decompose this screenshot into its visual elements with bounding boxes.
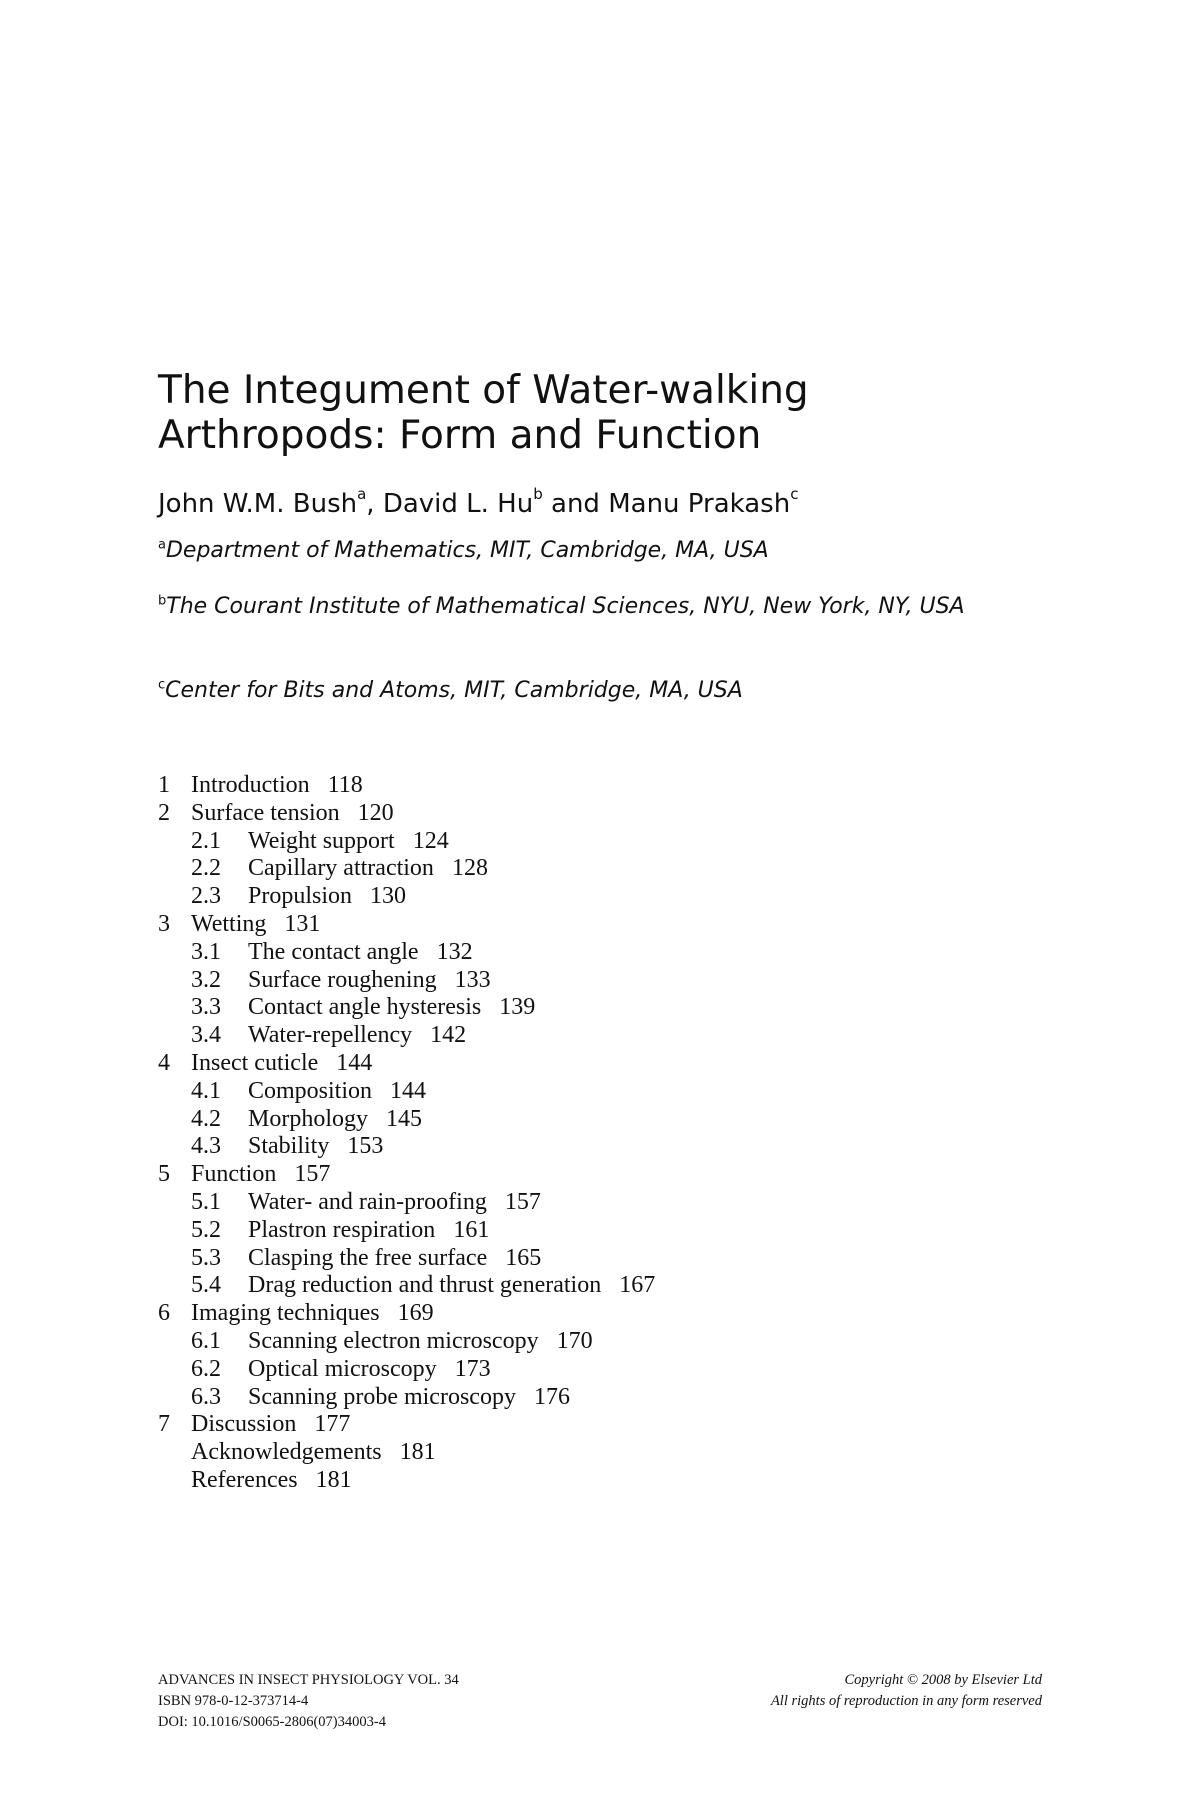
toc-page-number: 153	[347, 1133, 384, 1160]
toc-entry-title: Scanning probe microscopy	[248, 1383, 516, 1410]
toc-section-number: 2.3	[191, 883, 221, 910]
toc-page-number: 181	[399, 1439, 436, 1466]
toc-entry-title: Morphology	[248, 1105, 368, 1132]
toc-entry-label	[248, 994, 535, 1022]
footer-copyright-line: Copyright © 2008 by Elsevier Ltd	[844, 1672, 1042, 1688]
toc-section-number: 5	[158, 1161, 170, 1188]
toc-entry-title: Optical microscopy	[248, 1355, 437, 1382]
affiliation-c	[158, 677, 978, 705]
toc-entry-title: Weight support	[248, 827, 395, 854]
toc-page-number: 130	[370, 883, 407, 910]
toc-entry-title: Insect cuticle	[191, 1049, 319, 1076]
toc-entry-label	[191, 911, 320, 939]
toc-section-number: 2.2	[191, 855, 221, 882]
toc-page-number: 124	[412, 827, 449, 854]
author-affiliation-mark: c	[790, 485, 799, 504]
toc-entry-title: Water-repellency	[248, 1022, 413, 1049]
toc-entry-title: Acknowledgements	[191, 1439, 382, 1466]
toc-entry-title: Stability	[248, 1133, 330, 1160]
toc-entry-title: Capillary attraction	[248, 855, 434, 882]
footer-publication-info	[158, 1670, 459, 1733]
toc-section-number: 7	[158, 1411, 170, 1438]
toc-entry-title: Composition	[248, 1077, 373, 1104]
toc-page-number: 145	[386, 1105, 422, 1132]
toc-entry-title: Water- and rain-proofing	[248, 1188, 487, 1215]
toc-entry-label	[248, 855, 488, 883]
toc-section-number: 4.3	[191, 1133, 221, 1160]
author-separator: and	[542, 489, 609, 519]
toc-page-number: 128	[451, 855, 488, 882]
toc-section-number: 4.1	[191, 1077, 221, 1104]
author-name: Manu Prakash	[608, 489, 791, 519]
affiliation-text: The Courant Institute of Mathematical Sciences, NYU, New York, NY, USA	[166, 594, 965, 619]
toc-page-number: 120	[357, 799, 394, 826]
affiliation-mark: c	[158, 677, 166, 693]
toc-entry-label	[248, 1328, 593, 1356]
toc-entry-label	[191, 1161, 330, 1189]
author-affiliation-mark: b	[533, 485, 543, 504]
affiliation-text: Department of Mathematics, MIT, Cambridge, MA, USA	[165, 538, 769, 563]
affiliation-mark: b	[158, 593, 167, 609]
toc-section-number: 6.1	[191, 1327, 221, 1354]
toc-section-number: 4.2	[191, 1105, 221, 1132]
toc-section-number: 3.2	[191, 966, 221, 993]
toc-page-number: 144	[336, 1049, 373, 1076]
affiliation-b	[158, 593, 978, 621]
toc-entry-title: The contact angle	[248, 938, 419, 965]
title-line-2: Arthropods: Form and Function	[158, 413, 762, 458]
toc-entry-label	[248, 1189, 541, 1217]
toc-page-number: 157	[504, 1188, 541, 1215]
toc-entry-title: Surface tension	[191, 799, 340, 826]
title-line-1: The Integument of Water-walking	[158, 368, 809, 413]
toc-entry-label	[248, 1078, 426, 1106]
toc-entry-title: Discussion	[191, 1411, 297, 1438]
toc-section-number: 3.3	[191, 994, 221, 1021]
affiliation-mark: a	[158, 537, 166, 553]
toc-entry-title: Introduction	[191, 772, 310, 798]
toc-entry-label	[248, 967, 491, 995]
toc-entry-label	[191, 1439, 436, 1467]
toc-entry-title: Plastron respiration	[248, 1216, 436, 1243]
toc-entry-title: Contact angle hysteresis	[248, 994, 482, 1021]
toc-page-number: 176	[533, 1383, 570, 1410]
toc-entry-label	[248, 1133, 383, 1161]
affiliation-a	[158, 537, 978, 565]
toc-entry-label	[248, 1217, 489, 1245]
toc-page-number: 157	[294, 1161, 331, 1188]
toc-section-number: 3.1	[191, 938, 221, 965]
toc-entry-label	[248, 1106, 422, 1134]
toc-entry-label	[248, 939, 473, 967]
author-separator: ,	[366, 489, 383, 519]
author-name: John W.M. Bush	[158, 489, 358, 519]
toc-entry-label	[248, 1384, 570, 1412]
toc-entry-title: Propulsion	[248, 883, 353, 910]
footer-doi: DOI: 10.1016/S0065-2806(07)34003-4	[158, 1714, 386, 1730]
toc-entry-label	[248, 1245, 541, 1273]
toc-page-number: 177	[314, 1411, 351, 1438]
toc-entry-label	[191, 800, 394, 828]
toc-entry-title: Function	[191, 1161, 277, 1188]
toc-section-number: 6.2	[191, 1355, 221, 1382]
toc-entry-title: Scanning electron microscopy	[248, 1327, 539, 1354]
toc-entry-label	[248, 1272, 655, 1300]
toc-page-number: 139	[499, 994, 536, 1021]
author-name: David L. Hu	[382, 489, 534, 519]
toc-entry-label	[191, 772, 363, 800]
toc-entry-label	[191, 1050, 372, 1078]
toc-entry-title: Surface roughening	[248, 966, 437, 993]
toc-entry-label	[191, 1467, 352, 1495]
toc-section-number: 4	[158, 1049, 170, 1076]
footer-journal: ADVANCES IN INSECT PHYSIOLOGY VOL. 34	[158, 1672, 459, 1688]
toc-page-number: 169	[397, 1300, 434, 1327]
toc-entry-title: Clasping the free surface	[248, 1244, 488, 1271]
toc-section-number: 5.3	[191, 1244, 221, 1271]
toc-entry-label	[248, 1356, 491, 1384]
toc-section-number: 6.3	[191, 1383, 221, 1410]
toc-entry-label	[191, 1411, 350, 1439]
toc-entry-label	[191, 1300, 434, 1328]
toc-section-number: 5.4	[191, 1272, 221, 1299]
toc-section-number: 3	[158, 910, 170, 937]
toc-page-number: 132	[436, 938, 473, 965]
toc-entry-title: References	[191, 1466, 298, 1493]
toc-page-number: 142	[430, 1022, 467, 1049]
toc-entry-title: Drag reduction and thrust generation	[248, 1272, 602, 1299]
author-affiliation-mark: a	[357, 485, 367, 504]
toc-entry-title: Imaging techniques	[191, 1300, 380, 1327]
toc-section-number: 5.2	[191, 1216, 221, 1243]
author-list	[158, 485, 799, 520]
toc-page-number: 173	[454, 1355, 491, 1382]
toc-section-number: 6	[158, 1300, 170, 1327]
toc-page-number: 181	[315, 1466, 352, 1493]
toc-section-number: 2.1	[191, 827, 221, 854]
footer-rights-line: All rights of reproduction in any form reserved	[770, 1693, 1042, 1709]
toc-section-number: 2	[158, 799, 170, 826]
toc-page-number: 131	[284, 910, 321, 937]
toc-page-number: 144	[390, 1077, 427, 1104]
toc-entry-label	[248, 883, 406, 911]
toc-section-number: 5.1	[191, 1188, 221, 1215]
toc-section-number: 3.4	[191, 1022, 221, 1049]
toc-page-number: 118	[327, 772, 363, 798]
toc-entry-label	[248, 1022, 466, 1050]
toc-entry-label	[248, 828, 449, 856]
affiliation-text: Center for Bits and Atoms, MIT, Cambridge, MA, USA	[165, 678, 743, 703]
toc-page-number: 133	[454, 966, 491, 993]
toc-page-number: 167	[619, 1272, 656, 1299]
toc-entry-title: Wetting	[191, 910, 267, 937]
paper-title	[158, 368, 1058, 458]
toc-page-number: 165	[505, 1244, 542, 1271]
toc-section-number: 1	[158, 772, 170, 798]
toc-page-number: 170	[556, 1327, 593, 1354]
toc-page-number: 161	[453, 1216, 490, 1243]
footer-isbn: ISBN 978-0-12-373714-4	[158, 1693, 309, 1709]
footer-copyright	[771, 1670, 1042, 1712]
